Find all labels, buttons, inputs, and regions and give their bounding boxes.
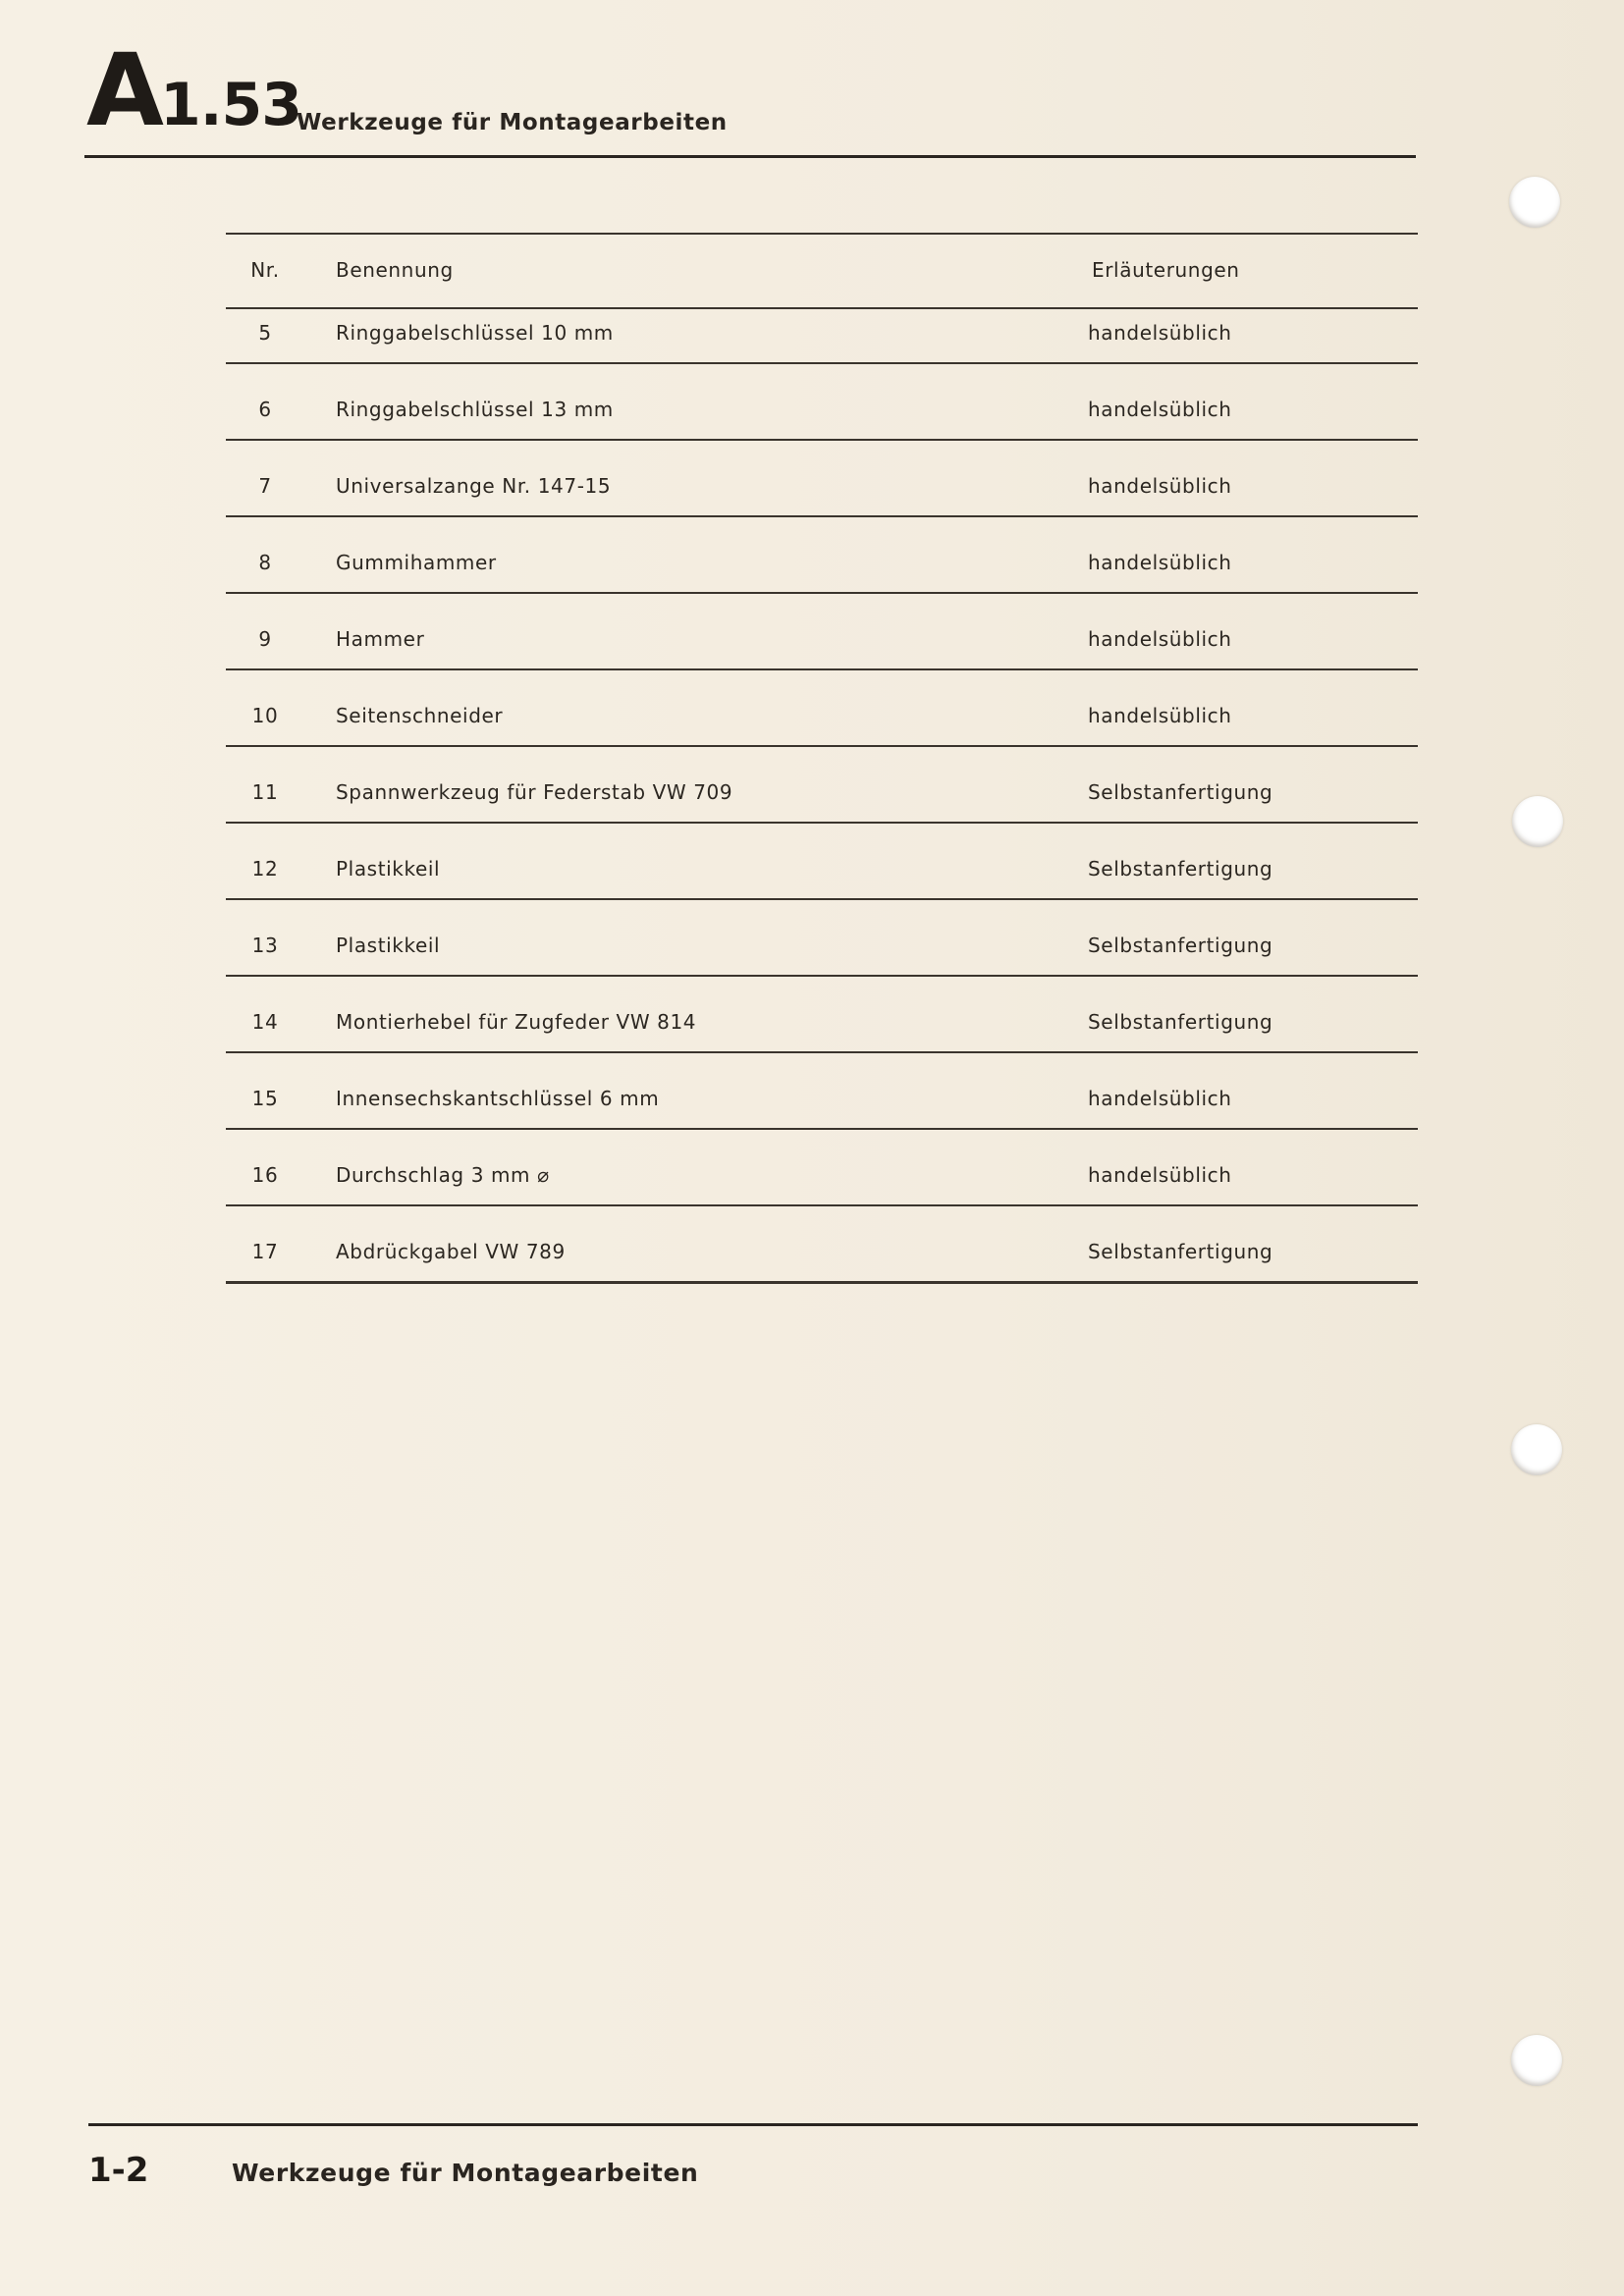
table-cell-nr: 10 [251, 704, 279, 727]
punch-hole-icon [1512, 796, 1563, 847]
table-cell-nr: 13 [251, 934, 279, 957]
table-cell-name: Seitenschneider [336, 704, 504, 727]
table-row-rule [226, 745, 1418, 747]
table-cell-nr: 5 [258, 321, 272, 345]
table-cell-nr: 8 [258, 551, 272, 574]
table-cell-nr: 15 [251, 1087, 279, 1110]
column-header-name: Benennung [336, 258, 454, 282]
header-divider [84, 155, 1416, 158]
footer-title: Werkzeuge für Montagearbeiten [232, 2159, 699, 2187]
table-cell-nr: 6 [258, 398, 272, 421]
table-cell-name: Hammer [336, 627, 425, 651]
table-cell-nr: 17 [251, 1240, 279, 1263]
table-cell-explanation: Selbstanfertigung [1088, 1240, 1273, 1263]
table-cell-name: Innensechskantschlüssel 6 mm [336, 1087, 660, 1110]
table-row-rule [226, 822, 1418, 824]
page-title: Werkzeuge für Montagearbeiten [297, 110, 728, 135]
table-cell-name: Ringgabelschlüssel 10 mm [336, 321, 614, 345]
table-cell-explanation: handelsüblich [1088, 321, 1232, 345]
table-cell-name: Plastikkeil [336, 934, 441, 957]
punch-hole-icon [1511, 2035, 1562, 2086]
punch-hole-icon [1511, 1424, 1562, 1475]
table-cell-explanation: handelsüblich [1088, 1087, 1232, 1110]
table-row-rule [226, 1281, 1418, 1284]
table-top-rule [226, 233, 1418, 235]
table-row-rule [226, 515, 1418, 517]
table-cell-nr: 9 [258, 627, 272, 651]
table-cell-explanation: Selbstanfertigung [1088, 934, 1273, 957]
table-cell-nr: 11 [251, 780, 279, 804]
section-code [86, 32, 301, 149]
table-cell-explanation: handelsüblich [1088, 474, 1232, 498]
table-header-rule [226, 307, 1418, 309]
table-row-rule [226, 362, 1418, 364]
table-cell-explanation: handelsüblich [1088, 551, 1232, 574]
table-row-rule [226, 439, 1418, 441]
column-header-explanation: Erläuterungen [1092, 258, 1240, 282]
section-code-letter: A [86, 32, 160, 149]
section-code-number: 1.53 [159, 71, 301, 139]
table-cell-nr: 7 [258, 474, 272, 498]
table-cell-name: Montierhebel für Zugfeder VW 814 [336, 1010, 697, 1034]
footer-divider [88, 2123, 1418, 2126]
table-cell-explanation: handelsüblich [1088, 1163, 1232, 1187]
table-cell-explanation: handelsüblich [1088, 627, 1232, 651]
table-row-rule [226, 668, 1418, 670]
punch-hole-icon [1509, 177, 1560, 228]
table-cell-explanation: handelsüblich [1088, 704, 1232, 727]
table-cell-nr: 14 [251, 1010, 279, 1034]
table-row-rule [226, 592, 1418, 594]
table-cell-explanation: Selbstanfertigung [1088, 1010, 1273, 1034]
table-row-rule [226, 898, 1418, 900]
table-cell-nr: 12 [251, 857, 279, 881]
table-row-rule [226, 975, 1418, 977]
table-cell-explanation: Selbstanfertigung [1088, 857, 1273, 881]
table-cell-name: Abdrückgabel VW 789 [336, 1240, 566, 1263]
table-cell-name: Universalzange Nr. 147-15 [336, 474, 612, 498]
table-cell-explanation: handelsüblich [1088, 398, 1232, 421]
table-row-rule [226, 1051, 1418, 1053]
table-cell-explanation: Selbstanfertigung [1088, 780, 1273, 804]
table-cell-name: Durchschlag 3 mm ⌀ [336, 1163, 550, 1187]
column-header-nr: Nr. [250, 258, 280, 282]
table-cell-nr: 16 [251, 1163, 279, 1187]
table-cell-name: Gummihammer [336, 551, 497, 574]
table-cell-name: Spannwerkzeug für Federstab VW 709 [336, 780, 733, 804]
table-cell-name: Ringgabelschlüssel 13 mm [336, 398, 614, 421]
table-row-rule [226, 1128, 1418, 1130]
page-number: 1-2 [88, 2151, 149, 2190]
table-cell-name: Plastikkeil [336, 857, 441, 881]
table-row-rule [226, 1204, 1418, 1206]
